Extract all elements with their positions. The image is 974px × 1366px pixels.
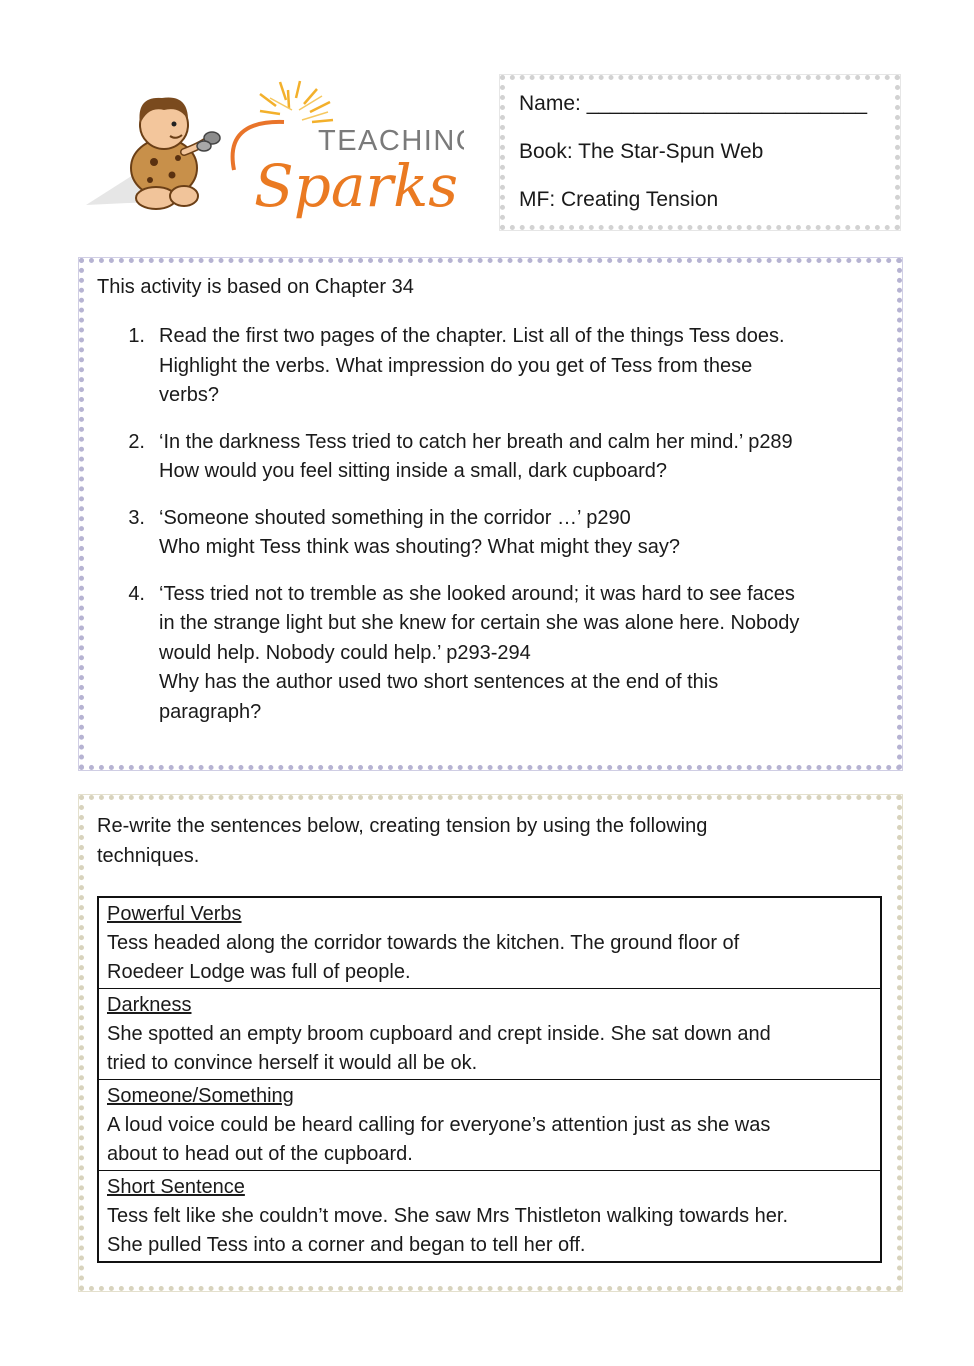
mf-line: MF: Creating Tension: [519, 188, 719, 211]
technique-sentence: tried to convince herself it would all be ok.: [107, 1052, 478, 1074]
question-text: [159, 504, 883, 563]
question-line: paragraph?: [159, 700, 262, 723]
rewrite-box: [79, 795, 902, 1291]
question-item: [97, 504, 883, 563]
question-text: [159, 580, 883, 728]
question-item: [97, 322, 883, 411]
name-line: [519, 92, 895, 116]
rewrite-intro: [97, 811, 883, 871]
name-label: Name:: [519, 92, 581, 115]
intro-line: techniques.: [97, 845, 200, 867]
intro-line: Re-write the sentences below, creating tension by using the following: [97, 815, 708, 837]
technique-sentence: Roedeer Lodge was full of people.: [107, 961, 411, 983]
question-line: ‘In the darkness Tess tried to catch her breath and calm her mind.’ p289: [159, 430, 793, 453]
question-line: Read the first two pages of the chapter. List all of the things Tess does.: [159, 325, 785, 347]
question-number: 3.: [128, 506, 145, 529]
technique-sentence: She pulled Tess into a corner and began to tell her off.: [107, 1234, 586, 1256]
question-line: ‘Someone shouted something in the corridor …’ p290: [159, 506, 631, 529]
technique-title: Powerful Verbs: [107, 903, 242, 925]
question-line: ‘Tess tried not to tremble as she looked around; it was hard to see faces: [159, 582, 795, 605]
name-blank: ________________________: [586, 92, 868, 115]
student-info-box: [500, 75, 900, 230]
caveman-mascot-icon: [84, 80, 464, 230]
techniques-table: [97, 896, 882, 1263]
question-line: Who might Tess think was shouting? What might they say?: [159, 536, 680, 558]
question-line: would help. Nobody could help.’ p293-294: [159, 641, 531, 664]
teaching-sparks-logo: [84, 80, 464, 230]
technique-sentence: Tess felt like she couldn’t move. She saw Mrs Thistleton walking towards her.: [107, 1205, 789, 1227]
technique-sentence: A loud voice could be heard calling for everyone’s attention just as she was: [107, 1114, 771, 1136]
question-item: [97, 428, 883, 487]
technique-title: Darkness: [107, 994, 192, 1016]
technique-sentence: She spotted an empty broom cupboard and crept inside. She sat down and: [107, 1023, 771, 1045]
technique-sentence: Tess headed along the corridor towards the kitchen. The ground floor of: [107, 932, 740, 954]
logo-teaching-text: TEACHING: [318, 125, 464, 157]
book-line: Book: The Star-Spun Web: [519, 140, 764, 163]
logo-sparks-text: Sparks: [254, 152, 459, 220]
question-line: in the strange light but she knew for certain she was alone here. Nobody: [159, 612, 800, 634]
activity-box: [79, 258, 902, 770]
question-text: [159, 428, 883, 487]
question-line: Why has the author used two short sentences at the end of this: [159, 671, 719, 693]
question-text: [159, 322, 883, 411]
question-number: 4.: [128, 582, 145, 605]
technique-row: [99, 1171, 880, 1261]
technique-title: Someone/Something: [107, 1085, 294, 1107]
question-number: 2.: [128, 430, 145, 453]
question-line: verbs?: [159, 384, 220, 406]
technique-row: [99, 898, 880, 989]
question-line: How would you feel sitting inside a small, dark cupboard?: [159, 460, 668, 482]
question-item: [97, 580, 883, 728]
question-list: [97, 322, 883, 727]
technique-row: [99, 1080, 880, 1171]
technique-title: Short Sentence: [107, 1176, 245, 1198]
question-line: Highlight the verbs. What impression do you get of Tess from these: [159, 354, 753, 377]
technique-sentence: about to head out of the cupboard.: [107, 1143, 413, 1165]
technique-row: [99, 989, 880, 1080]
question-number: 1.: [128, 325, 145, 347]
activity-intro: This activity is based on Chapter 34: [97, 276, 414, 298]
